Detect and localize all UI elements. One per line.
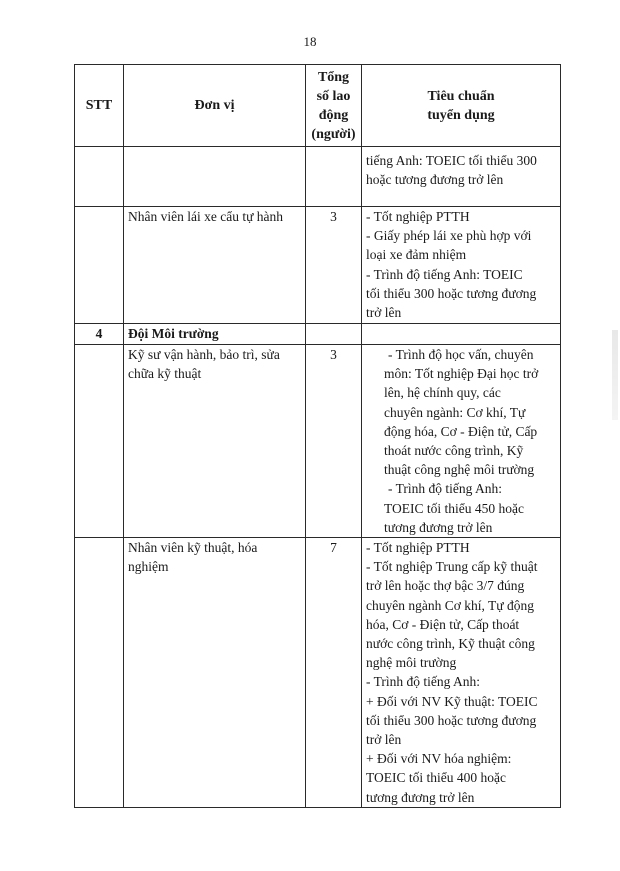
table-row xyxy=(75,345,561,538)
row-unit xyxy=(124,207,306,324)
standard-line: hoặc tương đương trở lên xyxy=(366,172,504,188)
row-standard xyxy=(362,345,561,538)
header-stt: STT xyxy=(75,65,124,147)
standard-line: nghệ môi trường xyxy=(366,655,457,671)
standard-line: môn: Tốt nghiệp Đại học trở xyxy=(384,366,539,382)
standard-line: - Tốt nghiệp Trung cấp kỹ thuật xyxy=(366,559,538,575)
standard-line: - Tốt nghiệp PTTH xyxy=(366,209,470,224)
standard-line: nước công trình, Kỹ thuật công xyxy=(366,636,535,652)
standard-line: - Trình độ tiếng Anh: xyxy=(388,481,503,497)
standard-line: tối thiểu 300 hoặc tương đương xyxy=(366,712,537,728)
row-stt xyxy=(75,345,124,538)
standard-line: TOEIC tối thiểu 450 hoặc xyxy=(384,500,524,516)
standard-line: tối thiểu 300 hoặc tương đương xyxy=(366,285,537,301)
standard-line: lên, hệ chính quy, các xyxy=(384,385,501,401)
row-stt xyxy=(75,538,124,808)
recruitment-standards-table xyxy=(74,64,561,808)
standard-line: - Trình độ tiếng Anh: TOEIC xyxy=(366,266,523,282)
standard-line: trở lên xyxy=(366,732,402,748)
row-standard xyxy=(362,147,561,207)
row-standard xyxy=(362,538,561,808)
standard-line: chuyên ngành: Cơ khí, Tự xyxy=(384,404,526,420)
header-count-line: số lao xyxy=(316,88,351,104)
row-stt xyxy=(75,147,124,207)
standard-line: - Trình độ tiếng Anh: xyxy=(366,674,481,690)
group-stt: 4 xyxy=(75,324,124,345)
table-row xyxy=(75,147,561,207)
header-count-line: động xyxy=(318,107,349,123)
row-unit xyxy=(124,538,306,808)
table-row xyxy=(75,538,561,808)
standard-line: thoát nước công trình, Kỹ xyxy=(384,443,524,459)
row-count xyxy=(306,147,362,207)
standard-line: trở lên hoặc thợ bậc 3/7 đúng xyxy=(366,578,525,594)
scan-margin-mark xyxy=(612,330,618,420)
standard-line: - Tốt nghiệp PTTH xyxy=(366,540,470,556)
unit-line: Nhân viên lái xe cẩu tự hành xyxy=(128,209,284,224)
header-standard-line: Tiêu chuẩn xyxy=(427,88,495,104)
standard-line: + Đối với NV Kỹ thuật: TOEIC xyxy=(366,693,538,709)
table-row xyxy=(75,207,561,324)
group-row xyxy=(75,324,561,345)
row-standard xyxy=(362,207,561,324)
table-header-row xyxy=(75,65,561,147)
header-count-line: (người) xyxy=(311,126,356,142)
standard-line: chuyên ngành Cơ khí, Tự động xyxy=(366,597,534,613)
unit-line: chữa kỹ thuật xyxy=(128,366,202,382)
standard-line: + Đối với NV hóa nghiệm: xyxy=(366,751,512,767)
row-count: 3 xyxy=(306,207,362,324)
standard-line: thuật công nghệ môi trường xyxy=(384,462,535,478)
row-unit xyxy=(124,345,306,538)
header-count xyxy=(306,65,362,147)
group-name: Đội Môi trường xyxy=(124,324,306,345)
page-number: 18 xyxy=(303,34,317,49)
standard-line: - Trình độ học vấn, chuyên xyxy=(388,347,534,362)
standard-line: tiếng Anh: TOEIC tối thiểu 300 xyxy=(366,153,537,168)
header-unit: Đơn vị xyxy=(124,65,306,147)
standard-line: TOEIC tối thiểu 400 hoặc xyxy=(366,770,506,786)
standard-line: hóa, Cơ - Điện tử, Cấp thoát xyxy=(366,616,520,632)
header-standard xyxy=(362,65,561,147)
standard-line: trở lên xyxy=(366,305,402,321)
standard-line: động hóa, Cơ - Điện tử, Cấp xyxy=(384,423,538,439)
standard-line: loại xe đảm nhiệm xyxy=(366,247,467,263)
group-empty-cell xyxy=(306,324,362,345)
row-count: 7 xyxy=(306,538,362,808)
group-empty-cell xyxy=(362,324,561,345)
unit-line: Kỹ sư vận hành, bảo trì, sửa xyxy=(128,347,280,362)
unit-line: nghiệm xyxy=(128,559,169,575)
standard-line: tương đương trở lên xyxy=(366,789,475,805)
header-standard-line: tuyển dụng xyxy=(427,107,495,123)
standard-line: - Giấy phép lái xe phù hợp với xyxy=(366,228,532,244)
row-unit xyxy=(124,147,306,207)
row-count: 3 xyxy=(306,345,362,538)
header-count-line: Tổng xyxy=(317,69,350,85)
unit-line: Nhân viên kỹ thuật, hóa xyxy=(128,540,258,556)
row-stt xyxy=(75,207,124,324)
standard-line: tương đương trở lên xyxy=(384,519,493,535)
